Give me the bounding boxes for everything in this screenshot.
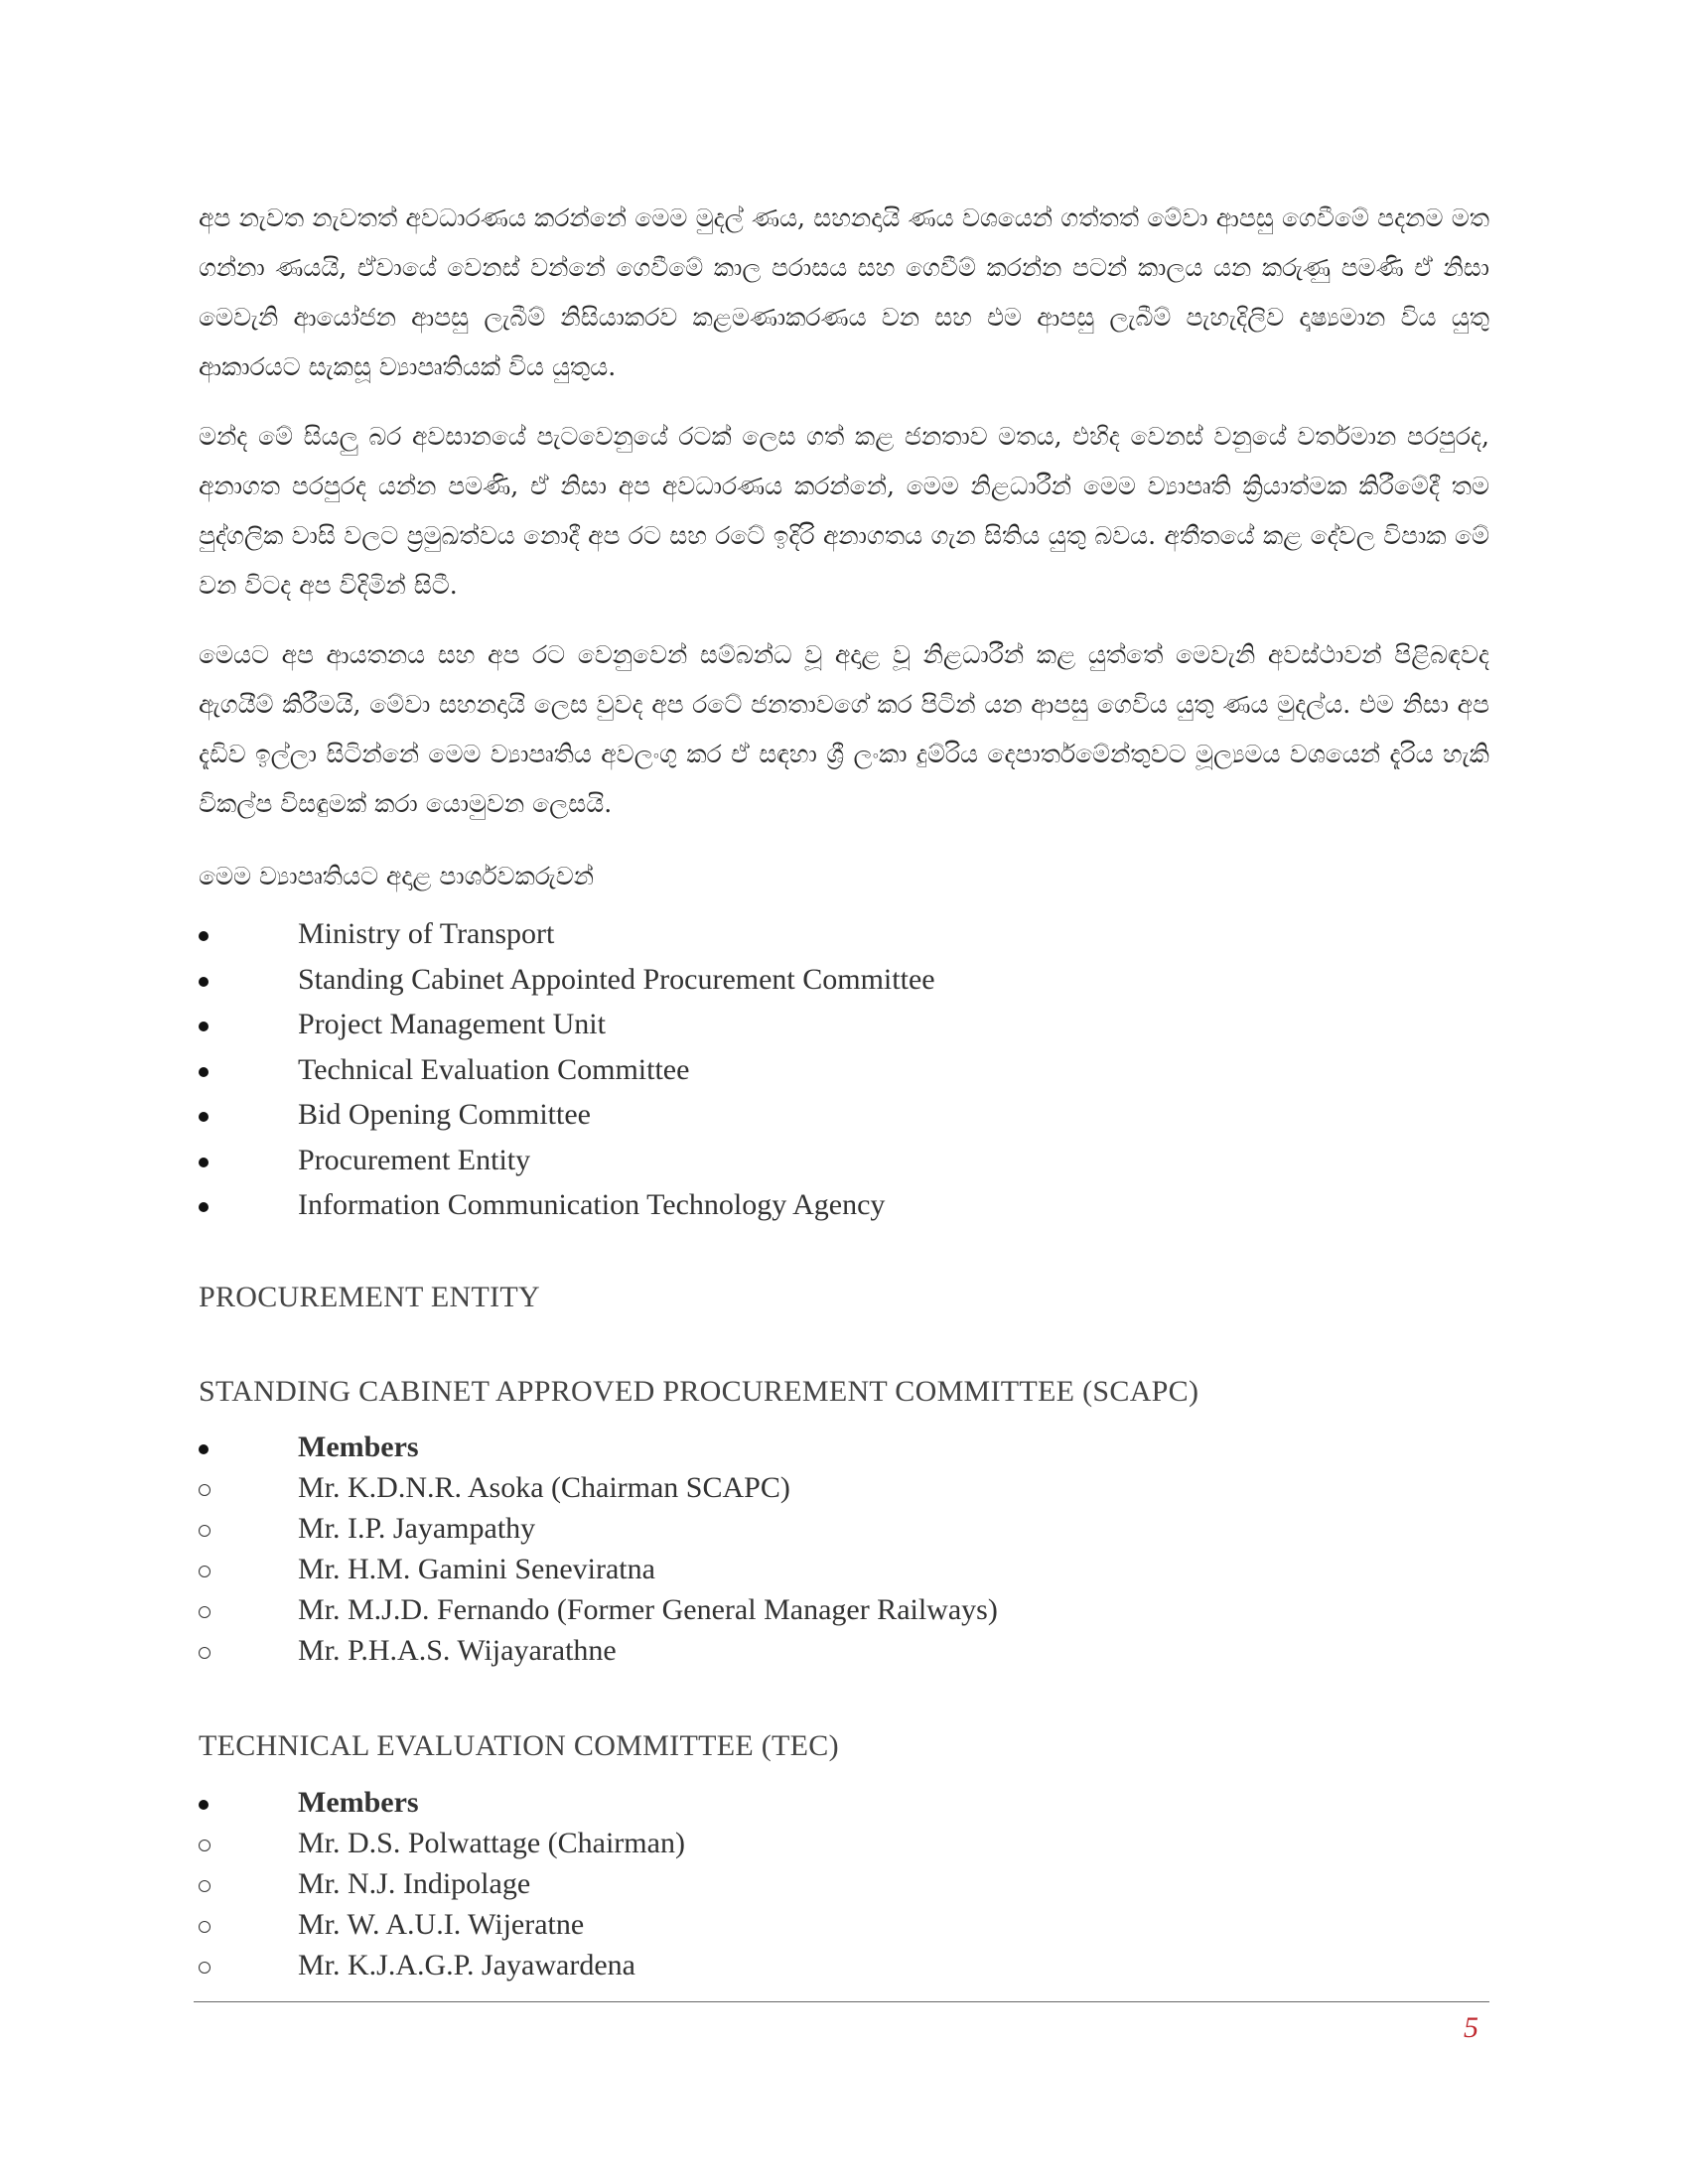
bullet-icon <box>199 1138 218 1183</box>
circle-bullet-icon <box>199 1863 218 1904</box>
footer-divider <box>194 2001 1489 2002</box>
body-paragraph-2: මන්ද මේ සියලු බර අවසානයේ පැටවෙනුයේ රටක් ලෙස ගත් කළ ජනතාව මතය, එහිද වෙනස් වනුයේ වර්තමාන පරපුරද, අනාගත පරපුරද යන්න පමණි, ඒ නිසා අප අවධාරණය කරන්නේ, මෙම නිළධාරීන් මෙම ව්‍යාපෘති ක්‍රියාත්මක කිරීමේදී තම පුද්ගලික වාසි වලට ප්‍රමුඛත්වය නොදී අප රට සහ රටේ ඉදිරි අනාගතය ගැන සිතිය යුතු බවය. අතීතයේ කළ දේවල විපාක මේ වන විටද අප විදිමින් සිටී. <box>199 422 1489 600</box>
scapc-heading: STANDING CABINET APPROVED PROCUREMENT COMMITTEE (SCAPC) <box>199 1375 1199 1408</box>
circle-bullet-icon <box>199 1508 218 1549</box>
body-paragraph-3: මෙයට අප ආයතනය සහ අප රට වෙනුවෙන් සම්බන්ධ වූ අදාළ වූ නිළධාරීන් කළ යුත්තේ මෙවැනි අවස්ථාවන් පිළිබඳවද ඇගයීම් කිරීමයි, මේවා සහනදායි ලෙස වුවද අප රටේ ජනතාවගේ කර පිටින් යන ආපසු ගෙවිය යුතු ණය මුදල්ය. එම නිසා අප දැඩිව ඉල්ලා සිටින්නේ මෙම ව්‍යාපෘතිය අවලංගු කර ඒ සඳහා ශ්‍රී ලංකා දුම්රිය දෙපාර්තමේන්තුවට මූල්‍යමය වශයෙන් දැරිය හැකි විකල්ප විසඳුමක් කරා යොමුවන ලෙසයි. <box>199 640 1489 818</box>
bullet-icon <box>199 1182 218 1228</box>
circle-bullet-icon <box>199 1630 218 1671</box>
stakeholders-intro: මෙම ව්‍යාපෘතියට අදාළ පාර්ශවකරුවන් <box>199 862 594 890</box>
bullet-icon <box>199 911 218 957</box>
document-page: අප නැවත නැවතත් අවධාරණය කරන්නේ මෙම මුදල් ණය, සහනදායි ණය වශයෙන් ගත්තත් මේවා ආපසු ගෙවීමේ පදනම මත ගන්නා ණයයි, ඒවායේ වෙනස් වන්නේ ගෙවීමේ කාල පරාසය සහ ගෙවීම් කරන්න පටන් කාලය යන කරුණු පමණි ඒ නිසා මෙවැනි ආයෝජන ආපසු ලැබීම් නිසියාකරව කළමණාකරණය වන සහ එම ආපසු ලැබීම් පැහැදිලිව දෘෂ්‍යමාන විය යුතු ආකාරයට සැකසූ ව්‍යාපෘතියක් විය යුතුය. මන්ද මේ සියලු බර අවසානයේ පැටවෙනුයේ රටක් ලෙස ගත් කළ ජනතාව මතය, එහිද වෙනස් වනුයේ වර්තමාන පරපුරද, අනාගත පරපුරද යන්න පමණි, ඒ නිසා අප අවධාරණය කරන්නේ, මෙම නිළධාරීන් මෙම ව්‍යාපෘති ක්‍රියාත්මක කිරීමේදී තම පුද්ගලික වාසි වලට ප්‍රමුඛත්වය නොදී අප රට සහ රටේ ඉදිරි අනාගතය ගැන සිතිය යුතු බවය. අතීතයේ කළ දේවල විපාක මේ වන විටද අප විදිමින් සිටී. මෙයට අප ආයතනය සහ අප රට වෙනුවෙන් සම්බන්ධ වූ අදාළ වූ නිළධාරීන් කළ යුත්තේ මෙවැනි අවස්ථාවන් පිළිබඳවද ඇගයීම් කිරීමයි, මේවා සහනදායි ලෙස වුවද අප රටේ ජනතාවගේ කර පිටින් යන ආපසු ගෙවිය යුතු ණය මුදල්ය. එම නිසා අප දැඩිව ඉල්ලා සිටින්නේ මෙම ව්‍යාපෘතිය අවලංගු කර ඒ සඳහා ශ්‍රී ලංකා දුම්රිය දෙපාර්තමේන්තුවට මූල්‍යමය වශයෙන් දැරිය හැකි විකල්ප විසඳුමක් කරා යොමුවන ලෙසයි. මෙම ව්‍යාපෘතියට අදාළ පාර්ශවකරුවන් Ministry of Transport Standing Cabinet Appointed Procurement Committee Project Management Unit Technical Evaluation Committee Bid Opening Committee Procurement Entity Information Communication Technology Agency PROCUREMENT ENTITY STANDING CABINET APPROVED PROCUREMENT COMMITTEE (SCAPC) Members Mr. K.D.N.R. Asoka (Chairman SCAPC) Mr. I.P. Jayampathy Mr. H.M. Gamini Seneviratna Mr. M.J.D. Fernando (Former General Manager Railways) Mr. P.H.A.S. Wijayarathne TECHNICAL EVALUATION COMMITTEE (TEC) Members Mr. D.S. Polwattage (Chairman) Mr. N.J. Indipolage Mr. W. A.U.I. Wijeratne Mr. K.J.A.G.P. Jayawardena 5 <box>0 0 1688 2184</box>
members-label: Members <box>298 1431 419 1463</box>
page-number: 5 <box>1464 2011 1478 2044</box>
circle-bullet-icon <box>199 1904 218 1945</box>
members-label: Members <box>298 1786 419 1819</box>
bullet-icon <box>199 1002 218 1047</box>
circle-bullet-icon <box>199 1467 218 1508</box>
circle-bullet-icon <box>199 1823 218 1863</box>
bullet-icon <box>199 957 218 1003</box>
circle-bullet-icon <box>199 1549 218 1589</box>
bullet-icon <box>199 1047 218 1093</box>
bullet-icon <box>199 1092 218 1138</box>
body-paragraph-1: අප නැවත නැවතත් අවධාරණය කරන්නේ මෙම මුදල් ණය, සහනදායි ණය වශයෙන් ගත්තත් මේවා ආපසු ගෙවීමේ පදනම මත ගන්නා ණයයි, ඒවායේ වෙනස් වන්නේ ගෙවීමේ කාල පරාසය සහ ගෙවීම් කරන්න පටන් කාලය යන කරුණු පමණි ඒ නිසා මෙවැනි ආයෝජන ආපසු ලැබීම් නිසියාකරව කළමණාකරණය වන සහ එම ආපසු ලැබීම් පැහැදිලිව දෘෂ්‍යමාන විය යුතු ආකාරයට සැකසූ ව්‍යාපෘතියක් විය යුතුය. <box>199 204 1489 381</box>
circle-bullet-icon <box>199 1945 218 1985</box>
bullet-icon <box>199 1782 218 1823</box>
bullet-icon <box>199 1427 218 1467</box>
procurement-entity-heading: PROCUREMENT ENTITY <box>199 1281 541 1313</box>
tec-heading: TECHNICAL EVALUATION COMMITTEE (TEC) <box>199 1729 839 1762</box>
circle-bullet-icon <box>199 1589 218 1630</box>
